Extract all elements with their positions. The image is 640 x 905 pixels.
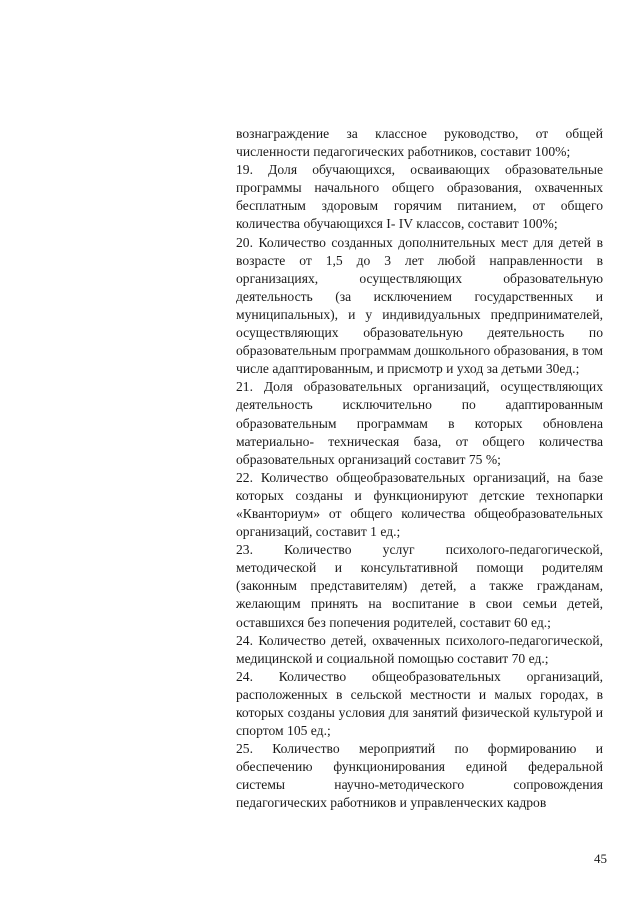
paragraph-item-23: 23. Количество услуг психолого-педагогической, методической и консультативной помощи родителям (законным представителям) детей, а также гражданам, желающим принять на воспитание в свои семьи детей, оставшихся без попечения родителей, составит 60 ед.; xyxy=(236,542,603,630)
paragraph-item-19: 19. Доля обучающихся, осваивающих образовательные программы начального общего образования, охваченных бесплатным здоровым горячим питанием, от общего количества обучающихся I- IV классов, составит 100%; xyxy=(236,162,603,232)
paragraph-item-24b: 24. Количество общеобразовательных организаций, расположенных в сельской местности и малых городах, в которых созданы условия для занятий физической культурой и спортом 105 ед.; xyxy=(236,668,603,739)
page-number: 45 xyxy=(594,851,607,866)
body-text xyxy=(236,125,603,813)
paragraph-item-20: 20. Количество созданных дополнительных мест для детей в возрасте от 1,5 до 3 лет любой направленности в организациях, осуществляющих образовательную деятельность (за исключением государственных и муниципальных), и у индивидуальных предпринимателей, осуществляющих образовательную деятельность по образовательным программам дошкольного образования, в том числе адаптированным, и присмотр и уход за детьми 30ед.; xyxy=(236,234,603,377)
paragraph-item-24a: 24. Количество детей, охваченных психолого-педагогической, медицинской и социальной помощью составит 70 ед.; xyxy=(236,632,603,666)
paragraph-continuation: вознаграждение за классное руководство, от общей численности педагогических работников, составит 100%; xyxy=(236,126,603,160)
paragraph-item-22: 22. Количество общеобразовательных организаций, на базе которых созданы и функционируют детские технопарки «Кванториум» от общего количества общеобразовательных организаций, составит 1 ед.; xyxy=(236,469,603,540)
paragraph-item-25: 25. Количество мероприятий по формированию и обеспечению функционирования единой федеральной системы научно-методического сопровождения педагогических работников и управленческих кадров xyxy=(236,741,603,811)
paragraph-item-21: 21. Доля образовательных организаций, осуществляющих деятельность исключительно по адаптированным образовательным программам в которых обновлена материально- техническая база, от общего количества образовательных организаций составит 75 %; xyxy=(236,379,603,467)
